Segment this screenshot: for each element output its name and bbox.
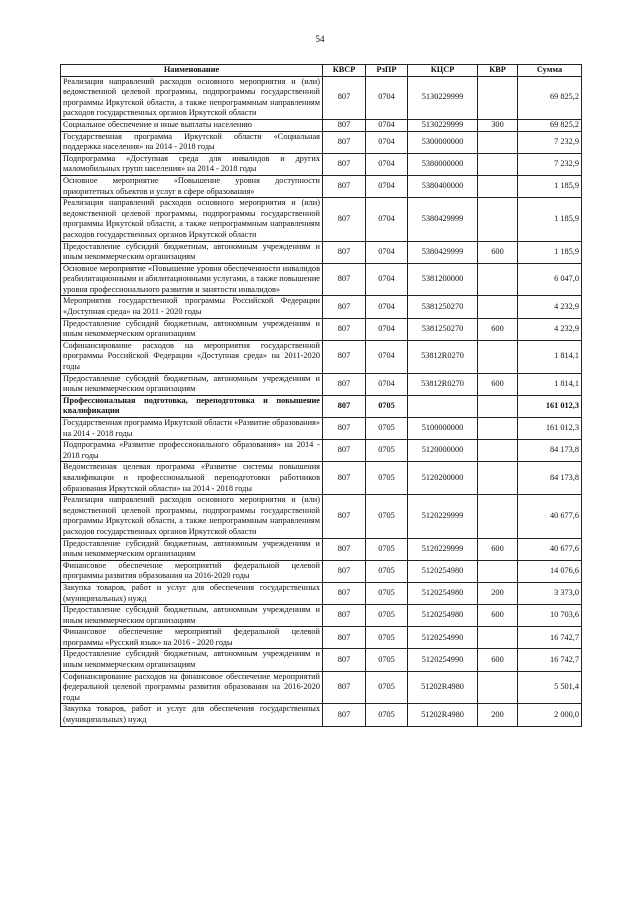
cell-kvsr: 807 (323, 418, 366, 440)
cell-name: Софинансирование расходов на мероприятия государственной программы Российской Федерации «Доступная среда» на 2011-2020 годы (61, 340, 323, 373)
cell-kcsr: 5130229999 (408, 76, 478, 119)
cell-rzpr: 0704 (366, 241, 408, 263)
header-sum: Сумма (518, 65, 582, 77)
cell-name: Мероприятия государственной программы Российской Федерации «Доступная среда» на 2011 - 2020 годы (61, 296, 323, 318)
cell-kvr (478, 296, 518, 318)
table-row (61, 395, 582, 417)
cell-sum: 4 232,9 (518, 296, 582, 318)
cell-sum: 69 825,2 (518, 76, 582, 119)
cell-kvr (478, 495, 518, 538)
cell-sum: 40 677,6 (518, 495, 582, 538)
cell-kvsr: 807 (323, 627, 366, 649)
cell-name: Предоставление субсидий бюджетным, автономным учреждениям и иным некоммерческим организациям (61, 373, 323, 395)
cell-kvr (478, 395, 518, 417)
table-row (61, 671, 582, 704)
cell-name: Государственная программа Иркутской области «Развитие образования» на 2014 - 2018 годы (61, 418, 323, 440)
table-body (61, 76, 582, 726)
table-row (61, 340, 582, 373)
cell-kvsr: 807 (323, 462, 366, 495)
cell-kcsr: 5120254990 (408, 649, 478, 671)
cell-sum: 84 173,8 (518, 440, 582, 462)
cell-kvsr: 807 (323, 296, 366, 318)
cell-kvr: 600 (478, 318, 518, 340)
cell-kcsr: 5380429999 (408, 241, 478, 263)
cell-name: Предоставление субсидий бюджетным, автономным учреждениям и иным некоммерческим организациям (61, 649, 323, 671)
cell-kcsr: 5100000000 (408, 418, 478, 440)
cell-kvr (478, 340, 518, 373)
cell-name: Основное мероприятие «Повышение уровня доступности приоритетных объектов и услуг в сфере образования» (61, 175, 323, 197)
cell-kvsr: 807 (323, 704, 366, 726)
cell-kvr (478, 263, 518, 296)
cell-kvsr: 807 (323, 495, 366, 538)
cell-kcsr: 5130229999 (408, 119, 478, 131)
cell-kcsr: 5300000000 (408, 131, 478, 153)
cell-kvsr: 807 (323, 649, 366, 671)
cell-kcsr: 5120254980 (408, 605, 478, 627)
cell-sum: 1 185,9 (518, 175, 582, 197)
header-name: Наименование (61, 65, 323, 77)
cell-sum: 40 677,6 (518, 538, 582, 560)
table-header-row (61, 65, 582, 77)
cell-rzpr: 0704 (366, 373, 408, 395)
cell-kcsr: 5381200000 (408, 263, 478, 296)
cell-name: Подпрограмма «Доступная среда для инвалидов и других маломобильных групп населения» на 2014 - 2018 годы (61, 153, 323, 175)
cell-kvsr: 807 (323, 373, 366, 395)
cell-name: Закупка товаров, работ и услуг для обеспечения государственных (муниципальных) нужд (61, 704, 323, 726)
cell-kcsr: 5120200000 (408, 462, 478, 495)
cell-sum: 10 703,6 (518, 605, 582, 627)
cell-sum: 2 000,0 (518, 704, 582, 726)
cell-rzpr: 0705 (366, 627, 408, 649)
cell-rzpr: 0705 (366, 560, 408, 582)
cell-name: Предоставление субсидий бюджетным, автономным учреждениям и иным некоммерческим организациям (61, 538, 323, 560)
cell-name: Государственная программа Иркутской области «Социальная поддержка населения» на 2014 - 2018 годы (61, 131, 323, 153)
cell-kvsr: 807 (323, 582, 366, 604)
cell-kvr (478, 175, 518, 197)
cell-kvr (478, 671, 518, 704)
cell-sum: 161 012,3 (518, 418, 582, 440)
table-row (61, 495, 582, 538)
cell-name: Предоставление субсидий бюджетным, автономным учреждениям и иным некоммерческим организациям (61, 241, 323, 263)
cell-kvsr: 807 (323, 198, 366, 241)
cell-name: Подпрограмма «Развитие профессионального образования» на 2014 - 2018 годы (61, 440, 323, 462)
cell-sum: 84 173,8 (518, 462, 582, 495)
cell-sum: 6 047,0 (518, 263, 582, 296)
table-row (61, 440, 582, 462)
cell-kcsr: 53812R0270 (408, 373, 478, 395)
cell-kvsr: 807 (323, 175, 366, 197)
cell-kcsr: 5381250270 (408, 318, 478, 340)
cell-rzpr: 0705 (366, 495, 408, 538)
cell-kcsr (408, 395, 478, 417)
cell-kvr (478, 131, 518, 153)
cell-rzpr: 0704 (366, 318, 408, 340)
cell-kcsr: 5120254990 (408, 627, 478, 649)
cell-kvr (478, 198, 518, 241)
cell-kvr: 600 (478, 373, 518, 395)
cell-rzpr: 0704 (366, 296, 408, 318)
cell-kvsr: 807 (323, 318, 366, 340)
table-row (61, 704, 582, 726)
cell-sum: 5 501,4 (518, 671, 582, 704)
table-row (61, 560, 582, 582)
cell-sum: 161 012,3 (518, 395, 582, 417)
cell-kvr: 300 (478, 119, 518, 131)
cell-kvsr: 807 (323, 538, 366, 560)
cell-name: Предоставление субсидий бюджетным, автономным учреждениям и иным некоммерческим организациям (61, 318, 323, 340)
cell-sum: 1 814,1 (518, 340, 582, 373)
cell-sum: 69 825,2 (518, 119, 582, 131)
cell-kvr: 600 (478, 605, 518, 627)
table-row (61, 153, 582, 175)
table-row (61, 605, 582, 627)
cell-name: Социальное обеспечение и иные выплаты населению (61, 119, 323, 131)
cell-name: Ведомственная целевая программа «Развитие системы повышения квалификации и профессиональной переподготовки работников образования Иркутской области» на 2014 - 2018 годы (61, 462, 323, 495)
header-kvsr: КВСР (323, 65, 366, 77)
cell-name: Предоставление субсидий бюджетным, автономным учреждениям и иным некоммерческим организациям (61, 605, 323, 627)
table-row (61, 538, 582, 560)
cell-kcsr: 5120000000 (408, 440, 478, 462)
cell-kvr: 200 (478, 582, 518, 604)
table-row (61, 627, 582, 649)
cell-kvsr: 807 (323, 131, 366, 153)
table-row (61, 76, 582, 119)
cell-kcsr: 5120254980 (408, 582, 478, 604)
cell-rzpr: 0705 (366, 605, 408, 627)
cell-sum: 1 814,1 (518, 373, 582, 395)
cell-sum: 7 232,9 (518, 153, 582, 175)
cell-name: Софинансирование расходов на финансовое обеспечение мероприятий федеральной целевой программы развития образования на 2016-2020 годы (61, 671, 323, 704)
cell-kvsr: 807 (323, 76, 366, 119)
cell-rzpr: 0704 (366, 76, 408, 119)
cell-sum: 16 742,7 (518, 627, 582, 649)
cell-kcsr: 5120229999 (408, 495, 478, 538)
cell-sum: 4 232,9 (518, 318, 582, 340)
cell-name: Реализация направлений расходов основного мероприятия и (или) ведомственной целевой программы, подпрограммы государственной программы Иркутской области, а также непрограммным направлениям расходов государственных органов Иркутской области (61, 198, 323, 241)
cell-kvr (478, 462, 518, 495)
cell-kvsr: 807 (323, 671, 366, 704)
cell-name: Финансовое обеспечение мероприятий федеральной целевой программы «Русский язык» на 2016 - 2020 годы (61, 627, 323, 649)
cell-kvr (478, 76, 518, 119)
cell-kvr: 600 (478, 649, 518, 671)
cell-kvsr: 807 (323, 560, 366, 582)
cell-kvr (478, 418, 518, 440)
cell-rzpr: 0704 (366, 153, 408, 175)
cell-rzpr: 0705 (366, 418, 408, 440)
table-row (61, 373, 582, 395)
cell-rzpr: 0705 (366, 440, 408, 462)
cell-sum: 7 232,9 (518, 131, 582, 153)
budget-table (60, 64, 582, 727)
cell-name: Финансовое обеспечение мероприятий федеральной целевой программы развития образования на 2016-2020 годы (61, 560, 323, 582)
cell-rzpr: 0704 (366, 263, 408, 296)
cell-rzpr: 0704 (366, 340, 408, 373)
cell-kvsr: 807 (323, 119, 366, 131)
cell-rzpr: 0704 (366, 175, 408, 197)
cell-sum: 1 185,9 (518, 198, 582, 241)
cell-name: Реализация направлений расходов основного мероприятия и (или) ведомственной целевой программы, подпрограммы государственной программы Иркутской области, а также непрограммным направлениям расходов государственных органов Иркутской области (61, 76, 323, 119)
table-row (61, 119, 582, 131)
table-row (61, 649, 582, 671)
cell-kcsr: 5380000000 (408, 153, 478, 175)
cell-rzpr: 0705 (366, 704, 408, 726)
cell-kvsr: 807 (323, 395, 366, 417)
table-row (61, 582, 582, 604)
cell-kvsr: 807 (323, 153, 366, 175)
cell-name: Основное мероприятие «Повышение уровня обеспеченности инвалидов реабилитационными и абилитационными услугами, а также повышение уровня профессионального развития и занятости инвалидов» (61, 263, 323, 296)
cell-name: Реализация направлений расходов основного мероприятия и (или) ведомственной целевой программы, подпрограммы государственной программы Иркутской области, а также непрограммным направлениям расходов государственных органов Иркутской области (61, 495, 323, 538)
cell-kvr: 200 (478, 704, 518, 726)
cell-kcsr: 5380429999 (408, 198, 478, 241)
cell-kvr (478, 153, 518, 175)
page-number: 54 (315, 34, 325, 44)
cell-kvr: 600 (478, 538, 518, 560)
cell-kcsr: 5380400000 (408, 175, 478, 197)
cell-rzpr: 0705 (366, 538, 408, 560)
cell-kcsr: 51202R4980 (408, 704, 478, 726)
cell-kcsr: 5381250270 (408, 296, 478, 318)
cell-kcsr: 53812R0270 (408, 340, 478, 373)
header-rzpr: РзПР (366, 65, 408, 77)
cell-rzpr: 0704 (366, 131, 408, 153)
cell-rzpr: 0705 (366, 649, 408, 671)
table-row (61, 175, 582, 197)
cell-sum: 3 373,0 (518, 582, 582, 604)
table-row (61, 296, 582, 318)
cell-rzpr: 0705 (366, 671, 408, 704)
cell-rzpr: 0705 (366, 462, 408, 495)
cell-kvsr: 807 (323, 241, 366, 263)
cell-rzpr: 0704 (366, 119, 408, 131)
table-row (61, 198, 582, 241)
cell-kvr (478, 560, 518, 582)
header-kvr: КВР (478, 65, 518, 77)
cell-sum: 14 076,6 (518, 560, 582, 582)
cell-kvsr: 807 (323, 340, 366, 373)
cell-kcsr: 5120229999 (408, 538, 478, 560)
cell-sum: 16 742,7 (518, 649, 582, 671)
table-row (61, 462, 582, 495)
cell-name: Закупка товаров, работ и услуг для обеспечения государственных (муниципальных) нужд (61, 582, 323, 604)
cell-kvsr: 807 (323, 440, 366, 462)
cell-kvr: 600 (478, 241, 518, 263)
cell-kvr (478, 440, 518, 462)
cell-kvr (478, 627, 518, 649)
cell-kvsr: 807 (323, 605, 366, 627)
cell-kcsr: 5120254980 (408, 560, 478, 582)
cell-kcsr: 51202R4980 (408, 671, 478, 704)
cell-rzpr: 0705 (366, 582, 408, 604)
cell-rzpr: 0704 (366, 198, 408, 241)
cell-name: Профессиональная подготовка, переподготовка и повышение квалификации (61, 395, 323, 417)
header-kcsr: КЦСР (408, 65, 478, 77)
table-row (61, 131, 582, 153)
cell-rzpr: 0705 (366, 395, 408, 417)
table-row (61, 241, 582, 263)
cell-sum: 1 185,9 (518, 241, 582, 263)
table-row (61, 418, 582, 440)
table-row (61, 263, 582, 296)
table-row (61, 318, 582, 340)
cell-kvsr: 807 (323, 263, 366, 296)
